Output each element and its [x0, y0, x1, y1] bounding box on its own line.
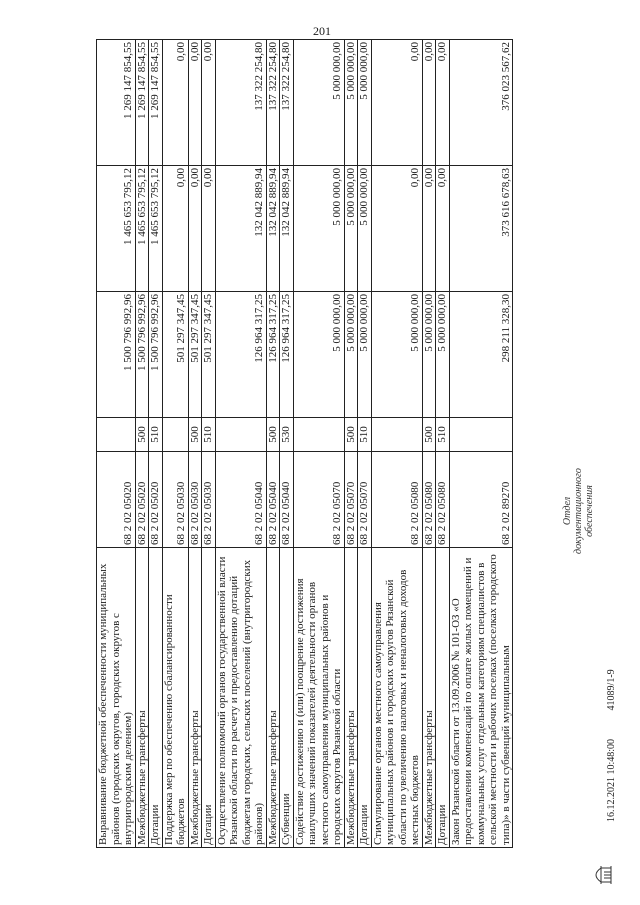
page-number: 201 — [313, 24, 331, 38]
row-amount-3: 5 000 000,00 — [358, 40, 372, 166]
row-amount-3: 0,00 — [202, 40, 216, 166]
row-code: 68 2 02 05040 — [266, 452, 280, 548]
budget-table — [96, 39, 513, 848]
row-vr — [293, 418, 344, 452]
table-row — [97, 40, 136, 848]
row-amount-3: 137 322 254,80 — [266, 40, 280, 166]
row-amount-3: 0,00 — [162, 40, 188, 166]
row-vr: 500 — [266, 418, 280, 452]
row-code: 68 2 02 05020 — [149, 452, 163, 548]
department-stamp: Отдел документационного обеспечения — [562, 468, 595, 554]
footer-doc-number: 41089/1-9 — [606, 669, 617, 711]
row-name: Дотации — [436, 548, 450, 848]
footer-info — [606, 643, 617, 822]
row-vr: 500 — [135, 418, 149, 452]
row-name: Межбюджетные трансферты — [266, 548, 280, 848]
row-name: Выравнивание бюджетной обеспеченности муниципальных районов (городских округов, городских округов с внутригородским делением) — [97, 548, 136, 848]
row-amount-1: 501 297 347,45 — [188, 292, 202, 418]
row-vr: 500 — [422, 418, 436, 452]
row-amount-2: 0,00 — [371, 166, 422, 292]
row-vr — [97, 418, 136, 452]
row-amount-2: 5 000 000,00 — [344, 166, 358, 292]
row-name: Межбюджетные трансферты — [422, 548, 436, 848]
row-code: 68 2 02 05070 — [358, 452, 372, 548]
row-amount-3: 0,00 — [371, 40, 422, 166]
row-vr: 510 — [149, 418, 163, 452]
table-row — [135, 40, 149, 848]
row-amount-1: 126 964 317,25 — [215, 292, 266, 418]
row-code: 68 2 02 05020 — [135, 452, 149, 548]
table-row — [266, 40, 280, 848]
row-amount-3: 0,00 — [436, 40, 450, 166]
row-code: 68 2 02 89270 — [449, 452, 513, 548]
row-amount-2: 0,00 — [202, 166, 216, 292]
row-code: 68 2 02 05030 — [188, 452, 202, 548]
row-amount-3: 376 023 567,62 — [449, 40, 513, 166]
row-amount-1: 5 000 000,00 — [293, 292, 344, 418]
row-name: Содействие достижению и (или) поощрение достижения наилучших значений показателей деятельности органов местного самоуправления муниципальных районов и городских округов Рязанской области — [293, 548, 344, 848]
row-code: 68 2 02 05080 — [371, 452, 422, 548]
row-code: 68 2 02 05070 — [344, 452, 358, 548]
row-name: Межбюджетные трансферты — [344, 548, 358, 848]
row-amount-2: 1 465 653 795,12 — [135, 166, 149, 292]
row-amount-1: 5 000 000,00 — [371, 292, 422, 418]
table-row — [422, 40, 436, 848]
row-amount-3: 5 000 000,00 — [344, 40, 358, 166]
row-vr: 510 — [202, 418, 216, 452]
table-row — [293, 40, 344, 848]
row-amount-3: 1 269 147 854,55 — [149, 40, 163, 166]
row-name: Дотации — [149, 548, 163, 848]
row-amount-2: 1 465 653 795,12 — [149, 166, 163, 292]
row-amount-2: 132 042 889,94 — [266, 166, 280, 292]
building-logo-icon — [590, 862, 614, 888]
row-amount-3: 137 322 254,80 — [215, 40, 266, 166]
row-name: Осуществление полномочий органов государственной власти Рязанской области по расчету и предоставлению дотаций бюджетам городских, сельских поселений (внутригородских районов) — [215, 548, 266, 848]
row-code: 68 2 02 05030 — [162, 452, 188, 548]
row-code: 68 2 02 05080 — [436, 452, 450, 548]
row-amount-1: 501 297 347,45 — [162, 292, 188, 418]
row-amount-1: 1 500 796 992,96 — [149, 292, 163, 418]
row-code: 68 2 02 05040 — [280, 452, 294, 548]
row-name: Дотации — [202, 548, 216, 848]
row-amount-1: 5 000 000,00 — [358, 292, 372, 418]
row-vr: 500 — [344, 418, 358, 452]
row-vr — [371, 418, 422, 452]
row-amount-1: 126 964 317,25 — [280, 292, 294, 418]
row-amount-3: 0,00 — [422, 40, 436, 166]
row-code: 68 2 02 05030 — [202, 452, 216, 548]
row-amount-2: 0,00 — [436, 166, 450, 292]
table-row — [280, 40, 294, 848]
table-row — [202, 40, 216, 848]
row-amount-3: 137 322 254,80 — [280, 40, 294, 166]
row-amount-2: 0,00 — [422, 166, 436, 292]
row-vr — [215, 418, 266, 452]
rotated-table-wrapper — [96, 40, 512, 848]
row-amount-1: 5 000 000,00 — [436, 292, 450, 418]
row-amount-2: 5 000 000,00 — [358, 166, 372, 292]
table-row — [344, 40, 358, 848]
table-row — [449, 40, 513, 848]
row-amount-2: 1 465 653 795,12 — [97, 166, 136, 292]
row-name: Дотации — [358, 548, 372, 848]
row-amount-1: 298 211 328,30 — [449, 292, 513, 418]
row-vr: 500 — [188, 418, 202, 452]
row-code: 68 2 02 05020 — [97, 452, 136, 548]
table-row — [358, 40, 372, 848]
table-row — [162, 40, 188, 848]
row-name: Межбюджетные трансферты — [188, 548, 202, 848]
row-amount-1: 1 500 796 992,96 — [97, 292, 136, 418]
row-amount-1: 5 000 000,00 — [422, 292, 436, 418]
table-body — [97, 40, 513, 848]
row-name: Поддержка мер по обеспечению сбалансированности бюджетов — [162, 548, 188, 848]
row-amount-3: 1 269 147 854,55 — [97, 40, 136, 166]
table-row — [215, 40, 266, 848]
row-amount-1: 126 964 317,25 — [266, 292, 280, 418]
row-amount-1: 501 297 347,45 — [202, 292, 216, 418]
row-amount-2: 132 042 889,94 — [280, 166, 294, 292]
footer-date: 16.12.2021 10:48:00 — [606, 738, 617, 822]
table-row — [436, 40, 450, 848]
table-row — [371, 40, 422, 848]
row-code: 68 2 02 05070 — [293, 452, 344, 548]
table-row — [188, 40, 202, 848]
row-amount-2: 373 616 678,63 — [449, 166, 513, 292]
row-code: 68 2 02 05080 — [422, 452, 436, 548]
row-name: Стимулирование органов местного самоуправления муниципальных районов и городских округов Рязанской области по увеличению налоговых и неналоговых доходов местных бюджетов — [371, 548, 422, 848]
row-amount-3: 0,00 — [188, 40, 202, 166]
row-amount-2: 0,00 — [188, 166, 202, 292]
row-amount-2: 0,00 — [162, 166, 188, 292]
row-amount-2: 5 000 000,00 — [293, 166, 344, 292]
row-vr: 530 — [280, 418, 294, 452]
row-vr — [449, 418, 513, 452]
row-name: Закон Рязанской области от 13.09.2006 № 101-ОЗ «О предоставлении компенсаций по оплате жилых помещений и коммунальных услуг отдельным категориям специалистов в сельской местности и рабочих поселках (поселках городского типа)» в части субвенций муниципальным — [449, 548, 513, 848]
row-amount-1: 1 500 796 992,96 — [135, 292, 149, 418]
row-code: 68 2 02 05040 — [215, 452, 266, 548]
row-vr: 510 — [358, 418, 372, 452]
row-amount-3: 5 000 000,00 — [293, 40, 344, 166]
row-vr: 510 — [436, 418, 450, 452]
row-name: Межбюджетные трансферты — [135, 548, 149, 848]
row-amount-3: 1 269 147 854,55 — [135, 40, 149, 166]
row-amount-1: 5 000 000,00 — [344, 292, 358, 418]
row-name: Субвенции — [280, 548, 294, 848]
table-row — [149, 40, 163, 848]
row-amount-2: 132 042 889,94 — [215, 166, 266, 292]
row-vr — [162, 418, 188, 452]
